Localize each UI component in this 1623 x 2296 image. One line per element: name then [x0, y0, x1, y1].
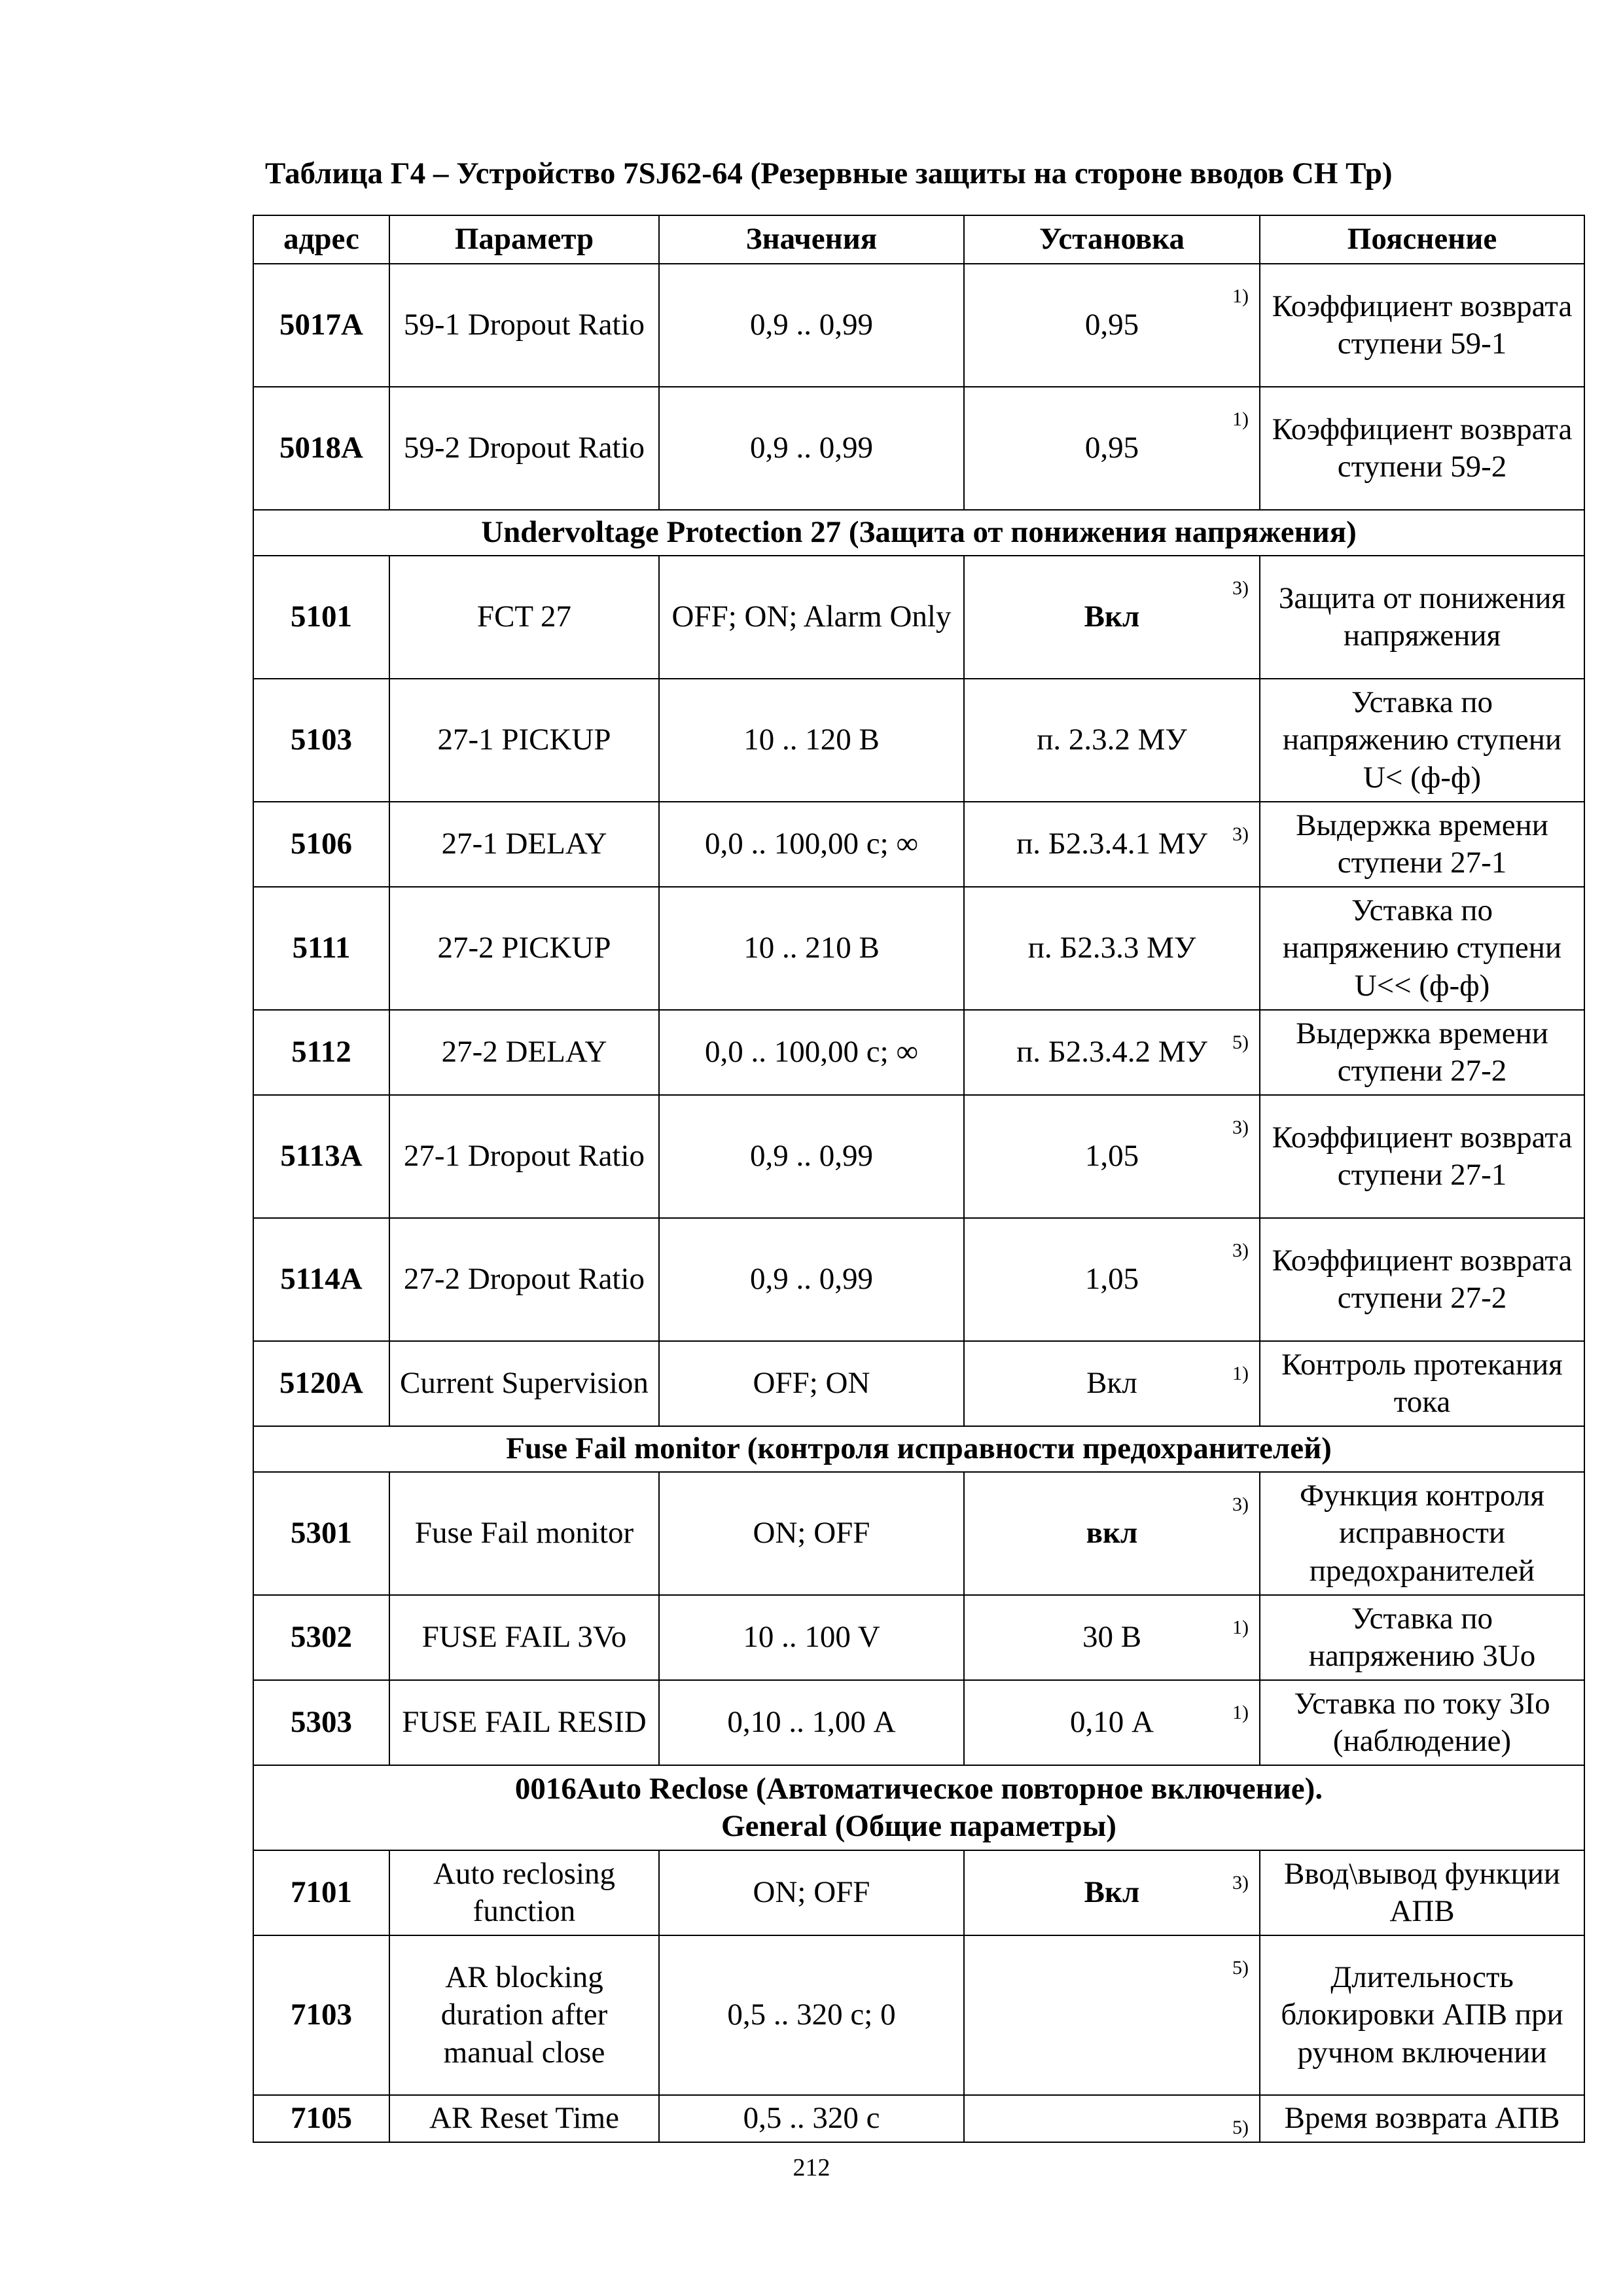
setting-value: 0,10 А — [1070, 1705, 1154, 1740]
table-row — [253, 1472, 1584, 1595]
footnote-marker: 5) — [1232, 2117, 1249, 2138]
setting-value: 1,05 — [1084, 1262, 1139, 1297]
footnote-marker: 3) — [1232, 1117, 1249, 1138]
setting-cell — [964, 1595, 1260, 1680]
parameter-cell: 27-1 DELAY — [389, 802, 659, 887]
footnote-marker: 1) — [1232, 1363, 1249, 1384]
setting-value: п. 2.3.2 МУ — [1037, 723, 1187, 757]
setting-cell — [964, 264, 1260, 387]
setting-value: п. Б2.3.4.1 МУ — [1016, 827, 1207, 861]
table-body — [253, 264, 1584, 2142]
address-cell: 5103 — [253, 679, 389, 802]
footnote-marker: 1) — [1232, 285, 1249, 307]
values-cell: 0,0 .. 100,00 с; ∞ — [659, 1010, 964, 1095]
setting-cell — [964, 1010, 1260, 1095]
page-number: 212 — [793, 2154, 830, 2181]
table-row — [253, 1010, 1584, 1095]
table-row — [253, 887, 1584, 1010]
table-row — [253, 264, 1584, 387]
parameters-table — [253, 215, 1585, 2143]
table-row — [253, 1218, 1584, 1341]
table-row — [253, 1095, 1584, 1218]
section-row — [253, 1765, 1584, 1850]
address-cell: 5302 — [253, 1595, 389, 1680]
values-cell: 10 .. 120 В — [659, 679, 964, 802]
address-cell: 7103 — [253, 1935, 389, 2095]
setting-cell — [964, 1218, 1260, 1341]
setting-cell — [964, 802, 1260, 887]
section-title-line2: General (Общие параметры) — [721, 1809, 1116, 1843]
parameter-cell: AR Reset Time — [389, 2095, 659, 2142]
address-cell: 5018А — [253, 387, 389, 510]
values-cell: OFF; ON — [659, 1341, 964, 1426]
parameter-cell: 59-2 Dropout Ratio — [389, 387, 659, 510]
footnote-marker: 1) — [1232, 408, 1249, 430]
parameter-cell: 27-1 PICKUP — [389, 679, 659, 802]
header-address: адрес — [253, 215, 389, 264]
description-cell: Уставка по напряжению 3Uo — [1260, 1595, 1584, 1680]
values-cell: 10 .. 210 В — [659, 887, 964, 1010]
description-cell: Уставка по току 3Io (наблюдение) — [1260, 1680, 1584, 1765]
section-row — [253, 510, 1584, 556]
description-cell: Коэффициент возврата ступени 59-1 — [1260, 264, 1584, 387]
address-cell: 5101 — [253, 556, 389, 679]
header-parameter: Параметр — [389, 215, 659, 264]
setting-cell — [964, 887, 1260, 1010]
table-row — [253, 1680, 1584, 1765]
parameter-cell: FUSE FAIL RESID — [389, 1680, 659, 1765]
footnote-marker: 1) — [1232, 1617, 1249, 1638]
description-cell: Коэффициент возврата ступени 27-1 — [1260, 1095, 1584, 1218]
parameter-cell: 27-2 PICKUP — [389, 887, 659, 1010]
address-cell: 5106 — [253, 802, 389, 887]
values-cell: 0,5 .. 320 с; 0 — [659, 1935, 964, 2095]
description-cell: Уставка по напряжению ступени U< (ф-ф) — [1260, 679, 1584, 802]
description-cell: Ввод\вывод функции АПВ — [1260, 1850, 1584, 1935]
address-cell: 5114А — [253, 1218, 389, 1341]
table-row — [253, 556, 1584, 679]
setting-cell — [964, 679, 1260, 802]
setting-cell — [964, 1095, 1260, 1218]
address-cell: 5113А — [253, 1095, 389, 1218]
setting-value: 0,95 — [1084, 431, 1139, 465]
setting-cell — [964, 556, 1260, 679]
footnote-marker: 3) — [1232, 1494, 1249, 1515]
description-cell: Время возврата АПВ — [1260, 2095, 1584, 2142]
setting-value: 0,95 — [1084, 308, 1139, 342]
parameter-cell: AR blocking duration after manual close — [389, 1935, 659, 2095]
section-title: Undervoltage Protection 27 (Защита от понижения напряжения) — [253, 510, 1584, 556]
address-cell: 7105 — [253, 2095, 389, 2142]
table-row — [253, 679, 1584, 802]
address-cell: 5112 — [253, 1010, 389, 1095]
values-cell: ON; OFF — [659, 1850, 964, 1935]
parameter-cell: 27-2 Dropout Ratio — [389, 1218, 659, 1341]
setting-value: п. Б2.3.4.2 МУ — [1016, 1035, 1207, 1069]
table-row — [253, 1595, 1584, 1680]
values-cell: OFF; ON; Alarm Only — [659, 556, 964, 679]
values-cell: 0,10 .. 1,00 А — [659, 1680, 964, 1765]
section-row — [253, 1426, 1584, 1472]
description-cell: Выдержка времени ступени 27-2 — [1260, 1010, 1584, 1095]
description-cell: Коэффициент возврата ступени 27-2 — [1260, 1218, 1584, 1341]
footnote-marker: 3) — [1232, 577, 1249, 599]
footnote-marker: 5) — [1232, 1031, 1249, 1053]
description-cell: Выдержка времени ступени 27-1 — [1260, 802, 1584, 887]
header-values: Значения — [659, 215, 964, 264]
setting-cell — [964, 1850, 1260, 1935]
address-cell: 5017А — [253, 264, 389, 387]
table-caption: Таблица Г4 – Устройство 7SJ62-64 (Резервные защиты на стороне вводов СН Тр) — [265, 156, 1393, 190]
values-cell: ON; OFF — [659, 1472, 964, 1595]
table-row — [253, 1341, 1584, 1426]
setting-cell — [964, 1472, 1260, 1595]
table-row — [253, 387, 1584, 510]
table-row — [253, 802, 1584, 887]
header-setting: Установка — [964, 215, 1260, 264]
setting-cell — [964, 1935, 1260, 2095]
footnote-marker: 3) — [1232, 1872, 1249, 1893]
values-cell: 0,9 .. 0,99 — [659, 1218, 964, 1341]
setting-value: Вкл — [1086, 1366, 1137, 1401]
setting-value: Вкл — [1084, 1875, 1140, 1910]
footnote-marker: 5) — [1232, 1957, 1249, 1979]
address-cell: 5120А — [253, 1341, 389, 1426]
parameter-cell: FCT 27 — [389, 556, 659, 679]
address-cell: 7101 — [253, 1850, 389, 1935]
address-cell: 5301 — [253, 1472, 389, 1595]
header-row — [253, 215, 1584, 264]
parameter-cell: 27-2 DELAY — [389, 1010, 659, 1095]
setting-value: п. Б2.3.3 МУ — [1027, 931, 1196, 965]
parameter-cell: FUSE FAIL 3Vo — [389, 1595, 659, 1680]
table-row — [253, 2095, 1584, 2142]
values-cell: 0,9 .. 0,99 — [659, 264, 964, 387]
setting-cell — [964, 2095, 1260, 2142]
section-title — [253, 1765, 1584, 1850]
parameter-cell: Current Supervision — [389, 1341, 659, 1426]
parameter-cell: Fuse Fail monitor — [389, 1472, 659, 1595]
section-title-line1: 0016Auto Reclose (Автоматическое повторное включение). — [514, 1771, 1323, 1806]
setting-cell — [964, 387, 1260, 510]
setting-value: 1,05 — [1084, 1139, 1139, 1174]
parameter-cell: 27-1 Dropout Ratio — [389, 1095, 659, 1218]
setting-cell — [964, 1341, 1260, 1426]
parameter-cell: Auto reclosing function — [389, 1850, 659, 1935]
values-cell: 0,5 .. 320 с — [659, 2095, 964, 2142]
address-cell: 5111 — [253, 887, 389, 1010]
values-cell: 0,0 .. 100,00 с; ∞ — [659, 802, 964, 887]
setting-value: Вкл — [1084, 600, 1140, 634]
values-cell: 0,9 .. 0,99 — [659, 1095, 964, 1218]
description-cell: Длительность блокировки АПВ при ручном включении — [1260, 1935, 1584, 2095]
setting-cell — [964, 1680, 1260, 1765]
description-cell: Функция контроля исправности предохранителей — [1260, 1472, 1584, 1595]
setting-value: вкл — [1086, 1516, 1138, 1551]
address-cell: 5303 — [253, 1680, 389, 1765]
footnote-marker: 1) — [1232, 1702, 1249, 1723]
parameter-cell: 59-1 Dropout Ratio — [389, 264, 659, 387]
footnote-marker: 3) — [1232, 823, 1249, 845]
description-cell: Уставка по напряжению ступени U<< (ф-ф) — [1260, 887, 1584, 1010]
setting-value: 30 В — [1082, 1620, 1142, 1655]
description-cell: Защита от понижения напряжения — [1260, 556, 1584, 679]
description-cell: Контроль протекания тока — [1260, 1341, 1584, 1426]
section-title: Fuse Fail monitor (контроля исправности предохранителей) — [253, 1426, 1584, 1472]
description-cell: Коэффициент возврата ступени 59-2 — [1260, 387, 1584, 510]
values-cell: 0,9 .. 0,99 — [659, 387, 964, 510]
values-cell: 10 .. 100 V — [659, 1595, 964, 1680]
table-row — [253, 1935, 1584, 2095]
header-description: Пояснение — [1260, 215, 1584, 264]
footnote-marker: 3) — [1232, 1240, 1249, 1261]
table-row — [253, 1850, 1584, 1935]
